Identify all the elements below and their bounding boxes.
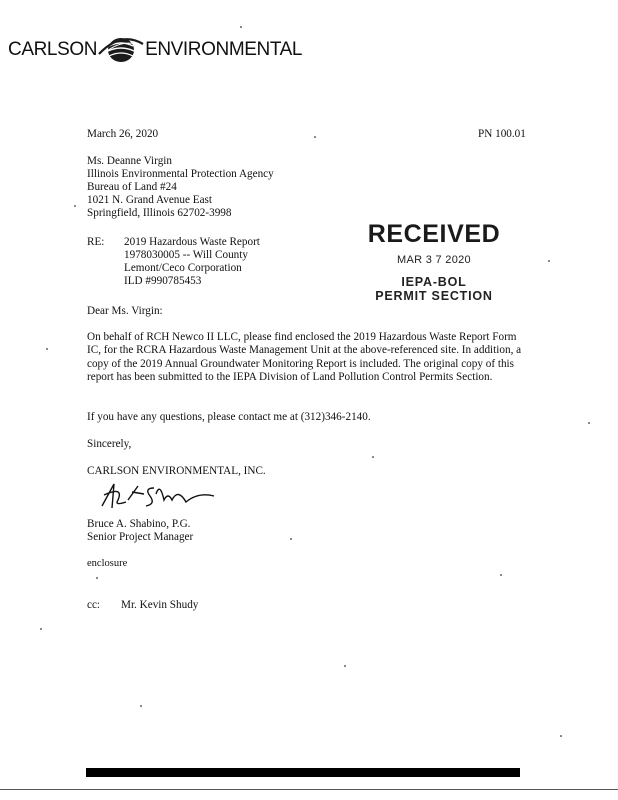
body-paragraph: On behalf of RCH Newco II LLC, please find enclosed the 2019 Hazardous Waste Report Form IC, for the RCRA Hazardous Waste Management Unit at the above-referenced site. In addition, a copy of the 2019 Annual Groundwater Monitoring Report is included. The original copy of this report has been submitted to the IEPA Division of Land Pollution Control Permits Section. [87, 331, 522, 383]
signer-title: Senior Project Manager [87, 531, 194, 543]
scan-speck [344, 665, 346, 667]
scan-speck [372, 456, 374, 458]
re-line: 2019 Hazardous Waste Report [124, 236, 260, 248]
received-stamp [362, 220, 506, 303]
re-line: Lemont/Ceco Corporation [124, 262, 242, 274]
stamp-section: PERMIT SECTION [375, 289, 493, 303]
signer-name: Bruce A. Shabino, P.G. [87, 518, 191, 530]
scan-speck [40, 628, 42, 630]
cc-name: Mr. Kevin Shudy [121, 599, 199, 611]
stamp-office: IEPA-BOL [401, 275, 467, 289]
scan-bottom-line [0, 789, 618, 790]
scan-speck [96, 577, 98, 579]
logo-text-right: ENVIRONMENTAL [145, 39, 303, 60]
stamp-title: RECEIVED [367, 220, 501, 248]
handwritten-signature [94, 478, 224, 514]
re-line: 1978030005 -- Will County [124, 249, 248, 261]
scan-speck [74, 205, 76, 207]
logo-text-left: CARLSON [8, 39, 98, 60]
company-signature-line: CARLSON ENVIRONMENTAL, INC. [87, 465, 266, 477]
scan-speck [240, 26, 242, 28]
scan-speck [314, 136, 316, 138]
recipient-street: 1021 N. Grand Avenue East [87, 194, 213, 206]
globe-logo-icon [98, 35, 144, 65]
salutation: Dear Ms. Virgin: [87, 305, 163, 317]
stamp-date: MAR 3 7 2020 [397, 254, 471, 266]
contact-line: If you have any questions, please contact me at (312)346-2140. [87, 411, 371, 423]
cc-label: cc: [87, 599, 101, 611]
enclosure-note: enclosure [87, 558, 128, 569]
scan-speck [560, 735, 562, 737]
recipient-name: Ms. Deanne Virgin [87, 155, 172, 167]
recipient-agency: Illinois Environmental Protection Agency [87, 168, 274, 180]
recipient-city: Springfield, Illinois 62702-3998 [87, 207, 232, 219]
recipient-bureau: Bureau of Land #24 [87, 181, 177, 193]
scan-speck [140, 705, 142, 707]
scan-speck [290, 538, 292, 540]
scan-speck [500, 574, 502, 576]
company-logo [8, 36, 302, 64]
scan-speck [46, 348, 48, 350]
reference-number: PN 100.01 [478, 128, 526, 140]
letter-date: March 26, 2020 [87, 128, 159, 140]
re-subject [124, 236, 260, 288]
signer-block [87, 518, 193, 544]
scan-speck [548, 260, 550, 262]
recipient-address [87, 155, 274, 220]
re-label: RE: [87, 236, 105, 248]
scan-speck [588, 422, 590, 424]
closing: Sincerely, [87, 438, 132, 450]
re-line: ILD #990785453 [124, 275, 202, 287]
scan-bottom-bar [86, 768, 520, 777]
